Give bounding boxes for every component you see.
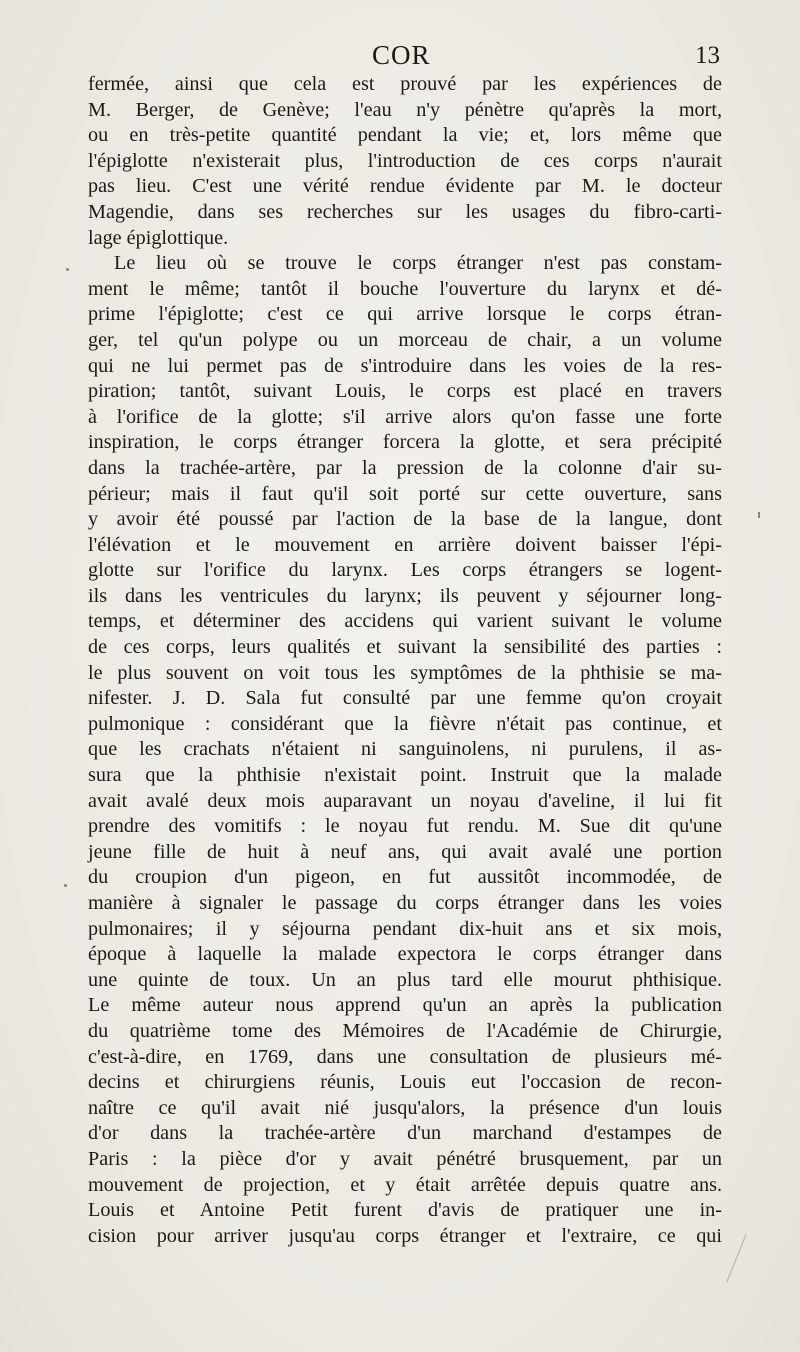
text-line: de ces corps, leurs qualités et suivant la sensibilité des parties :: [88, 636, 722, 659]
text-line: prime l'épiglotte; c'est ce qui arrive lorsque le corps étran-: [88, 303, 722, 326]
text-line: lage épiglottique.: [88, 226, 229, 249]
text-line: le plus souvent on voit tous les symptômes de la phthisie se ma-: [88, 661, 722, 684]
text-line: mouvement de projection, et y était arrêtée depuis quatre ans.: [88, 1173, 722, 1196]
text-line: avait avalé deux mois auparavant un noyau d'aveline, il lui fit: [88, 789, 722, 812]
text-line: naître ce qu'il avait nié jusqu'alors, la présence d'un louis: [88, 1096, 722, 1119]
text-line: temps, et déterminer des accidens qui varient suivant le volume: [88, 610, 722, 633]
text-line: pulmonique : considérant que la fièvre n'était pas continue, et: [88, 712, 722, 735]
text-line: manière à signaler le passage du corps étranger dans les voies: [88, 892, 722, 914]
text-line: ment le même; tantôt il bouche l'ouverture du larynx et dé-: [88, 277, 722, 300]
scan-speck: [66, 268, 69, 271]
text-line: pas lieu. C'est une vérité rendue évidente par M. le docteur: [88, 175, 722, 198]
running-title: COR: [372, 40, 431, 70]
text-line: que les crachats n'étaient ni sanguinolens, ni purulens, il as-: [88, 738, 722, 761]
text-line: jeune fille de huit à neuf ans, qui avait avalé une portion: [88, 840, 722, 863]
text-line: pulmonaires; il y séjourna pendant dix-huit ans et six mois,: [88, 917, 722, 940]
text-line: piration; tantôt, suivant Louis, le corps est placé en travers: [88, 380, 722, 403]
paragraph-start-line: Le lieu où se trouve le corps étranger n'est pas constam-: [114, 252, 722, 275]
text-line: périeur; mais il faut qu'il soit porté sur cette ouverture, sans: [88, 482, 722, 505]
text-line: Le même auteur nous apprend qu'un an après la publication: [88, 994, 722, 1017]
text-line: une quinte de toux. Un an plus tard elle mourut phthisique.: [88, 968, 722, 991]
text-line: ger, tel qu'un polype ou un morceau de chair, a un volume: [88, 328, 722, 351]
text-line: decins et chirurgiens réunis, Louis eut l'occasion de recon-: [88, 1071, 722, 1094]
text-line: sura que la phthisie n'existait point. Instruit que la malade: [88, 764, 722, 787]
body-text: [88, 72, 722, 1249]
text-line: fermée, ainsi que cela est prouvé par les expériences de: [88, 73, 722, 95]
text-line: d'or dans la trachée-artère d'un marchand d'estampes de: [88, 1122, 722, 1145]
text-line: prendre des vomitifs : le noyau fut rendu. M. Sue dit qu'une: [88, 815, 722, 838]
text-line: Louis et Antoine Petit furent d'avis de pratiquer une in-: [88, 1199, 722, 1222]
text-line: qui ne lui permet pas de s'introduire dans les voies de la res-: [88, 354, 722, 377]
text-line: M. Berger, de Genève; l'eau n'y pénètre qu'après la mort,: [88, 98, 722, 121]
text-line: inspiration, le corps étranger forcera la glotte, et sera précipité: [88, 431, 722, 454]
text-line: du quatrième tome des Mémoires de l'Académie de Chirurgie,: [88, 1019, 722, 1042]
scan-speck: [758, 512, 760, 518]
text-line: Magendie, dans ses recherches sur les usages du fibro-carti-: [88, 200, 722, 223]
text-line: ou en très-petite quantité pendant la vie; et, lors même que: [88, 124, 722, 147]
text-line: époque à laquelle la malade expectora le corps étranger dans: [88, 943, 722, 966]
page-number: 13: [695, 42, 720, 69]
text-line: dans la trachée-artère, par la pression de la colonne d'air su-: [88, 456, 722, 479]
scan-scratch: [726, 1234, 746, 1283]
text-line: cision pour arriver jusqu'au corps étranger et l'extraire, ce qui: [88, 1224, 722, 1247]
text-line: l'élévation et le mouvement en arrière doivent baisser l'épi-: [88, 533, 722, 556]
text-line: l'épiglotte n'existerait plus, l'introduction de ces corps n'aurait: [88, 149, 722, 172]
scan-speck: [64, 884, 67, 887]
text-line: ils dans les ventricules du larynx; ils peuvent y séjourner long-: [88, 584, 722, 607]
text-line: y avoir été poussé par l'action de la base de la langue, dont: [88, 508, 722, 531]
text-line: c'est-à-dire, en 1769, dans une consultation de plusieurs mé-: [88, 1045, 722, 1068]
text-line: du croupion d'un pigeon, en fut aussitôt incommodée, de: [88, 866, 722, 889]
text-line: Paris : la pièce d'or y avait pénétré brusquement, par un: [88, 1147, 722, 1170]
text-line: à l'orifice de la glotte; s'il arrive alors qu'on fasse une forte: [88, 405, 722, 428]
text-line: glotte sur l'orifice du larynx. Les corps étrangers se logent-: [88, 559, 722, 582]
text-line: nifester. J. D. Sala fut consulté par une femme qu'on croyait: [88, 687, 722, 710]
